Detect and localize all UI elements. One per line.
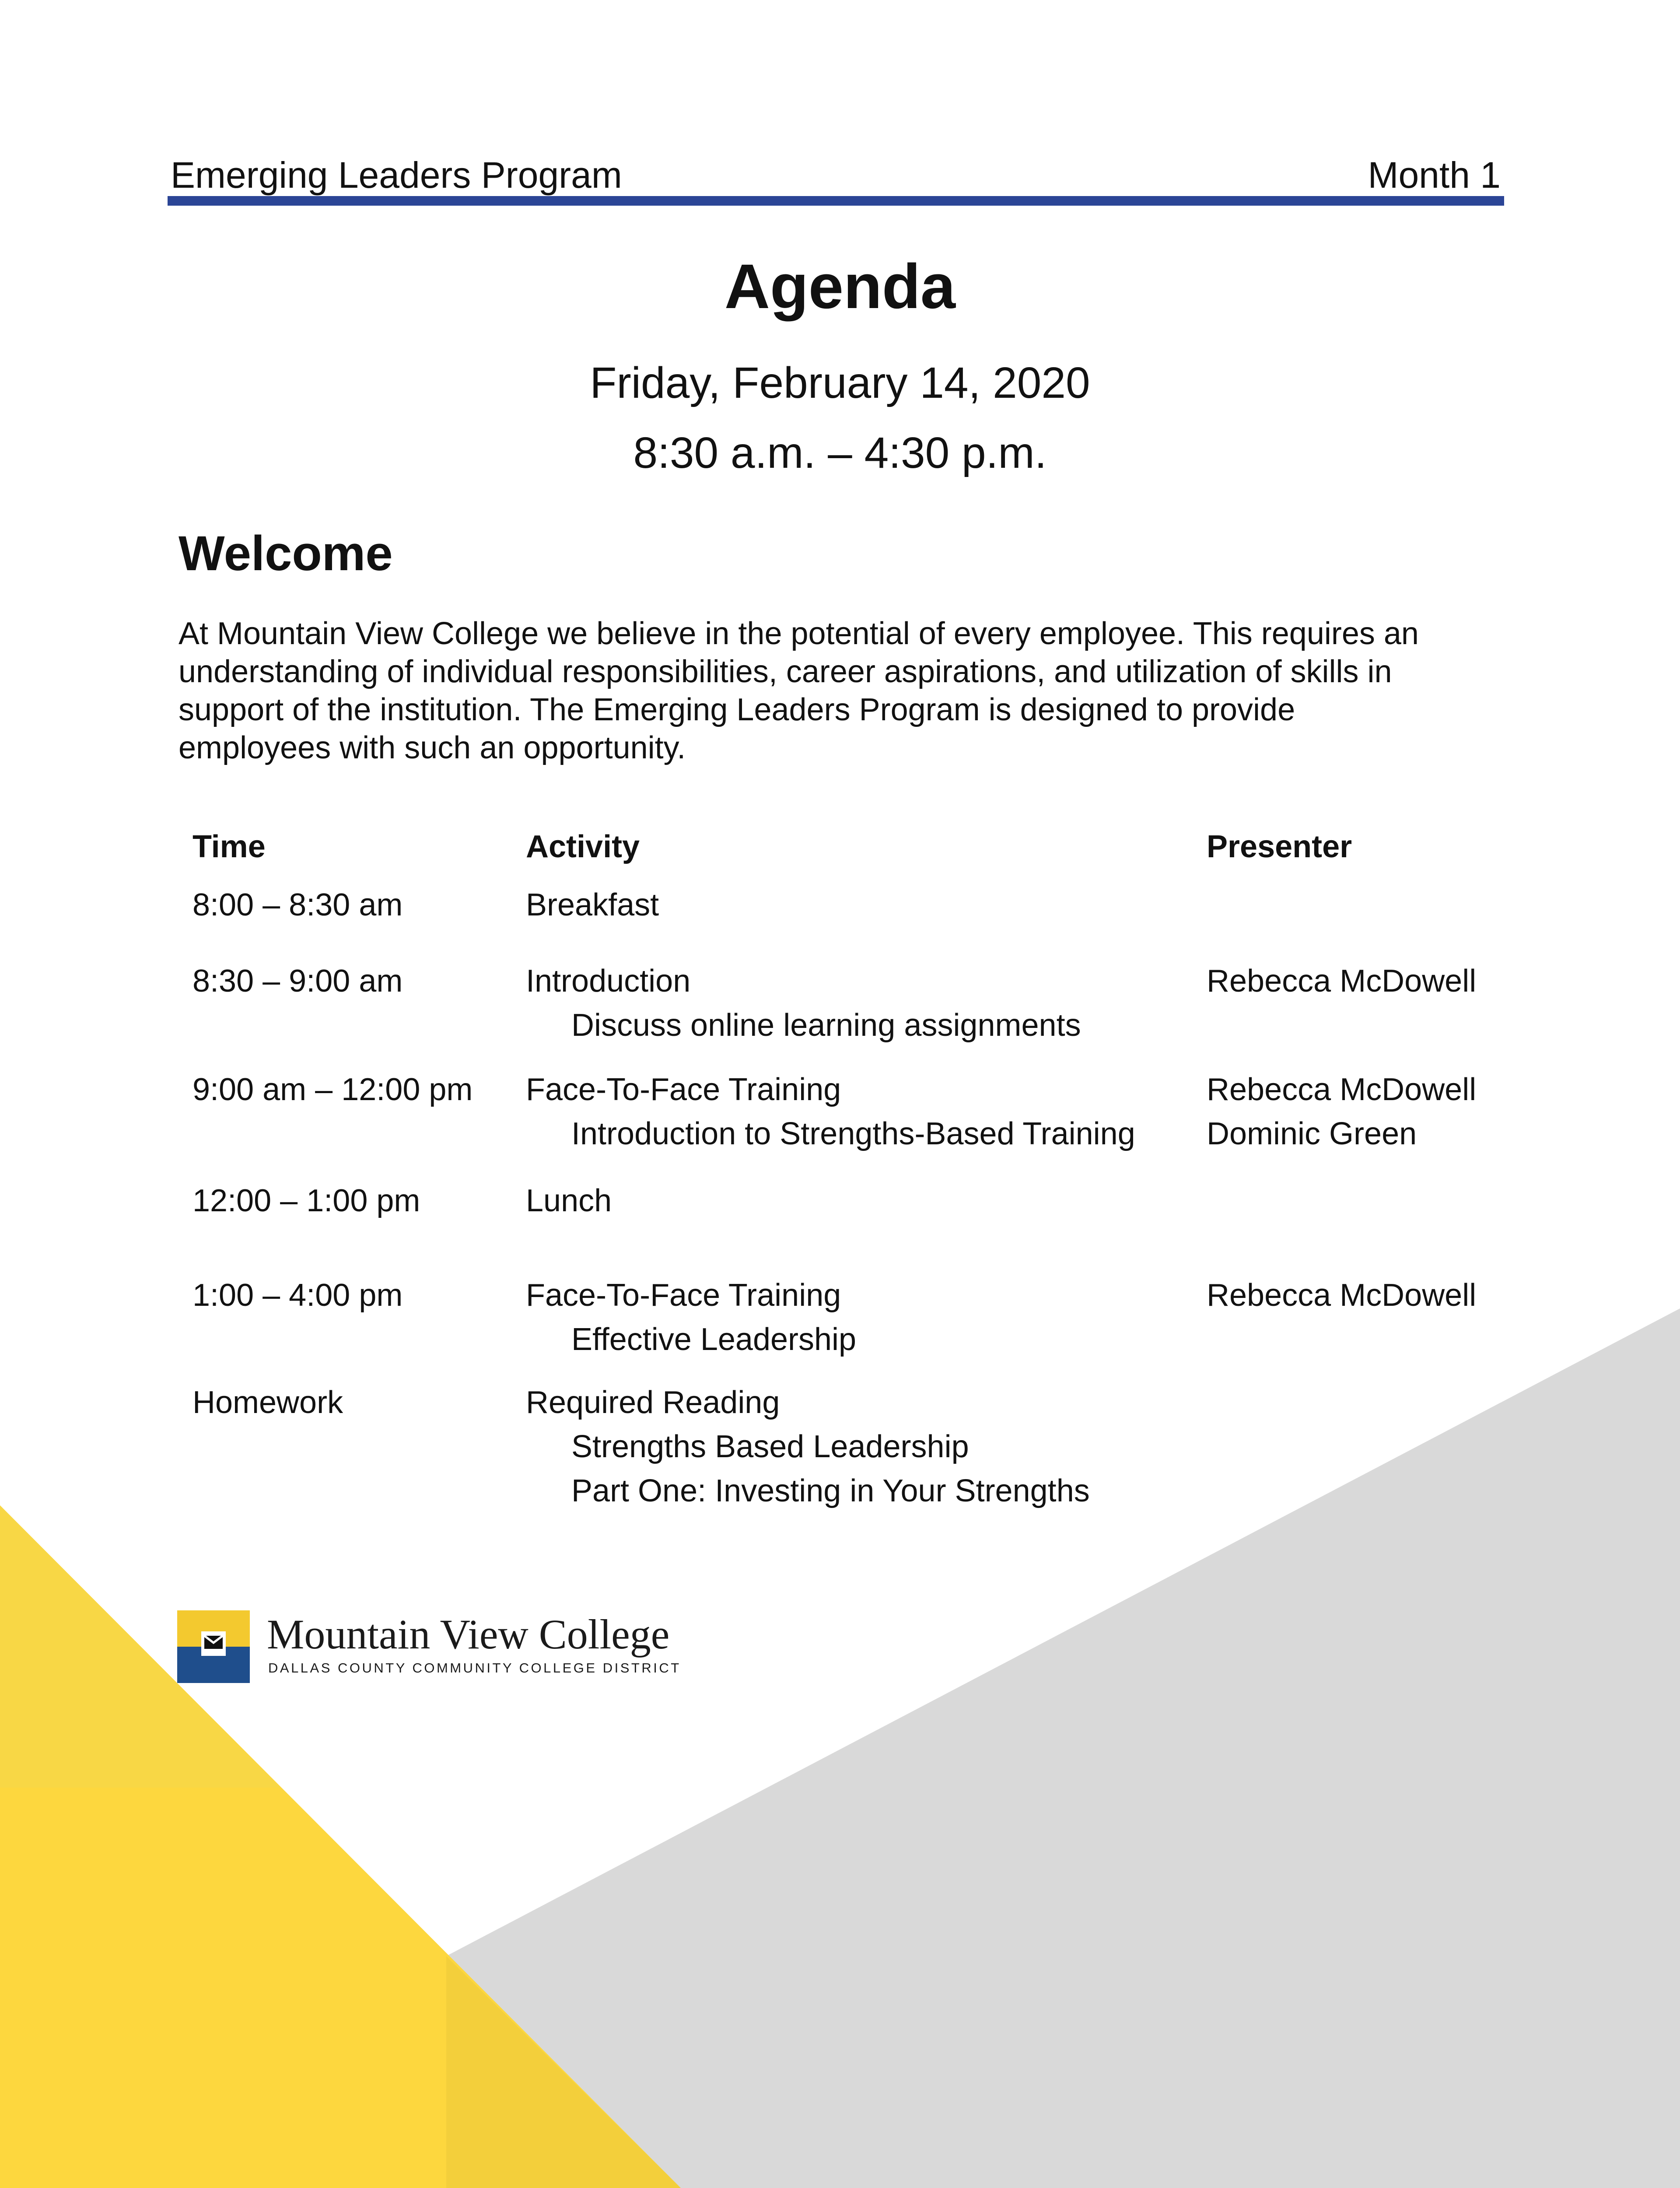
column-header-presenter: Presenter [1207, 829, 1352, 864]
agenda-time-range: 8:30 a.m. – 4:30 p.m. [633, 428, 1047, 477]
page-title: Agenda [724, 251, 956, 322]
row-presenter: Rebecca McDowell [1207, 1072, 1477, 1107]
logo-district-name: DALLAS COUNTY COMMUNITY COLLEGE DISTRICT [268, 1660, 681, 1676]
agenda-date: Friday, February 14, 2020 [590, 358, 1090, 407]
logo-college-name: Mountain View College [267, 1611, 670, 1658]
row-activity-detail: Introduction to Strengths-Based Training [571, 1116, 1135, 1151]
welcome-line: support of the institution. The Emerging Leaders Program is designed to provide [178, 692, 1295, 727]
header-rule [168, 196, 1504, 206]
row-activity-detail: Discuss online learning assignments [571, 1008, 1081, 1043]
row-time: 8:00 – 8:30 am [192, 887, 403, 922]
row-activity: Required Reading [526, 1385, 780, 1420]
row-activity-detail: Part One: Investing in Your Strengths [571, 1473, 1090, 1508]
row-time: 8:30 – 9:00 am [192, 964, 403, 999]
column-header-time: Time [192, 829, 266, 864]
welcome-heading: Welcome [178, 526, 393, 581]
row-time: 12:00 – 1:00 pm [192, 1183, 420, 1218]
row-presenter: Rebecca McDowell [1207, 964, 1477, 999]
college-logo [177, 1610, 681, 1685]
row-activity: Face-To-Face Training [526, 1278, 841, 1313]
row-time: 9:00 am – 12:00 pm [192, 1072, 473, 1107]
mountain-view-college-logo-icon [177, 1610, 250, 1683]
header-program: Emerging Leaders Program [171, 154, 622, 196]
row-activity: Breakfast [526, 887, 659, 922]
row-activity-detail: Effective Leadership [571, 1322, 857, 1357]
row-presenter: Dominic Green [1207, 1116, 1417, 1151]
row-activity-detail: Strengths Based Leadership [571, 1429, 969, 1464]
row-activity: Lunch [526, 1183, 612, 1218]
welcome-line: employees with such an opportunity. [178, 730, 686, 765]
row-time: Homework [192, 1385, 343, 1420]
welcome-line: At Mountain View College we believe in the potential of every employee. This requires an [178, 616, 1419, 651]
row-activity: Introduction [526, 964, 691, 999]
row-activity: Face-To-Face Training [526, 1072, 841, 1107]
column-header-activity: Activity [526, 829, 640, 864]
header-month: Month 1 [1368, 154, 1501, 196]
row-time: 1:00 – 4:00 pm [192, 1278, 403, 1313]
welcome-line: understanding of individual responsibilities, career aspirations, and utilization of skills in [178, 654, 1392, 689]
welcome-paragraph [178, 615, 1513, 767]
row-presenter: Rebecca McDowell [1207, 1278, 1477, 1313]
